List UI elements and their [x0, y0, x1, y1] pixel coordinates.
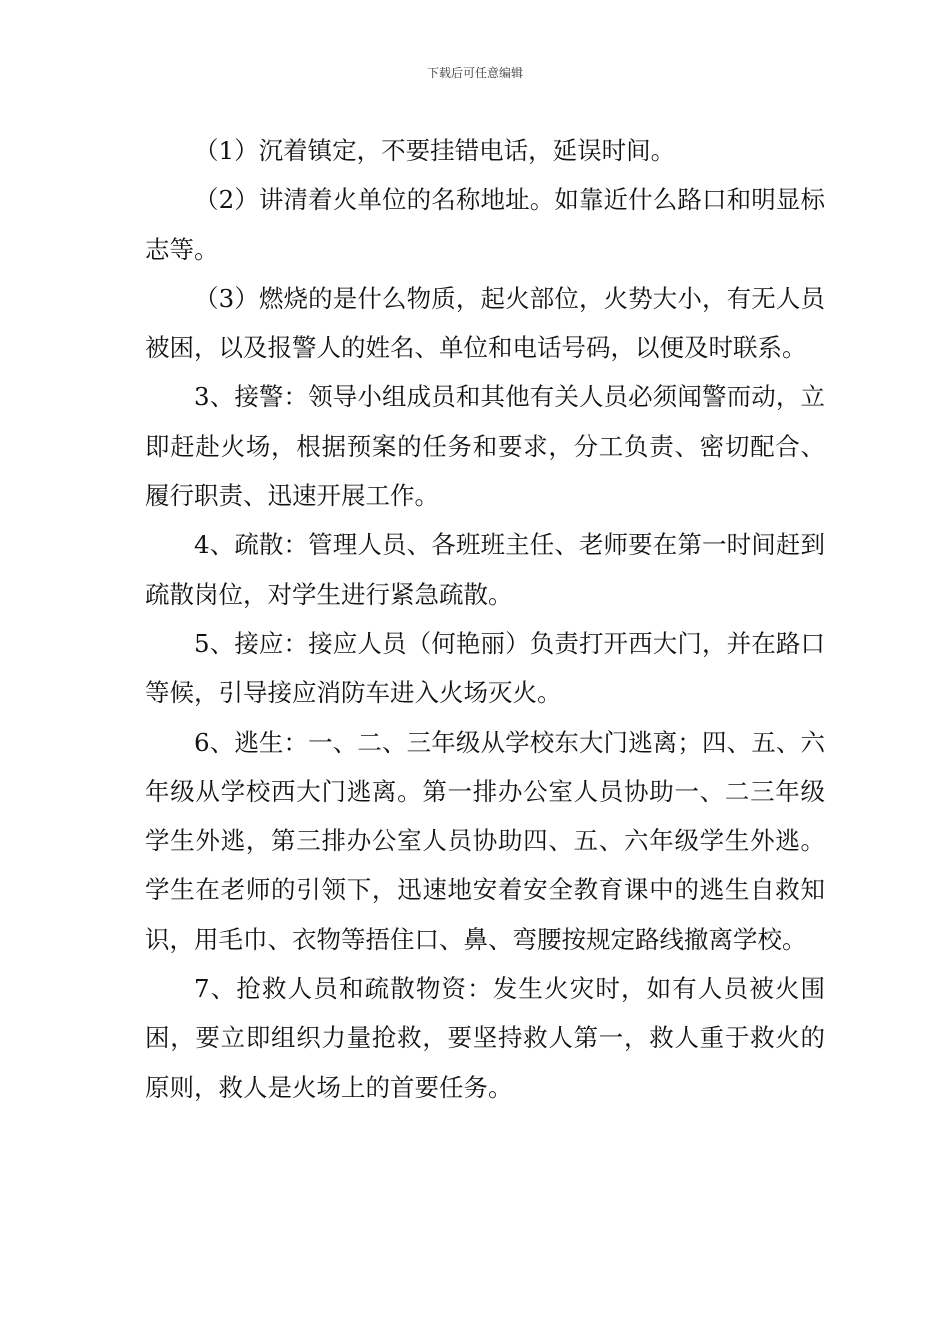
page-header: 下载后可任意编辑	[426, 66, 523, 80]
paragraph-2: （2）讲清着火单位的名称地址。如靠近什么路口和明显标志等。	[145, 185, 825, 264]
paragraph-1: （1）沉着镇定，不要挂错电话，延误时间。	[194, 136, 676, 165]
paragraph-7: 6、逃生：一、二、三年级从学校东大门逃离；四、五、六年级从学校西大门逃离。第一排办公室人员协助一、二三年级学生外逃，第三排办公室人员协助四、五、六年级学生外逃。学生在老师的引领下，迅速地安着安全教育课中的逃生自救知识，用毛巾、衣物等捂住口、鼻、弯腰按规定路线撤离学校。	[145, 727, 825, 954]
paragraph-8: 7、抢救人员和疏散物资：发生火灾时，如有人员被火围困，要立即组织力量抢救，要坚持救人第一，救人重于救火的原则，救人是火场上的首要任务。	[145, 974, 825, 1102]
paragraph-6: 5、接应：接应人员（何艳丽）负责打开西大门，并在路口等候，引导接应消防车进入火场灭火。	[145, 628, 825, 708]
paragraph-3: （3）燃烧的是什么物质，起火部位，火势大小，有无人员被困，以及报警人的姓名、单位和电话号码，以便及时联系。	[145, 283, 825, 363]
document-body	[145, 126, 825, 1112]
paragraph-5: 4、疏散：管理人员、各班班主任、老师要在第一时间赶到疏散岗位，对学生进行紧急疏散。	[145, 530, 825, 609]
paragraph-4: 3、接警：领导小组成员和其他有关人员必须闻警而动，立即赶赴火场，根据预案的任务和要求，分工负责、密切配合、履行职责、迅速开展工作。	[145, 382, 825, 511]
